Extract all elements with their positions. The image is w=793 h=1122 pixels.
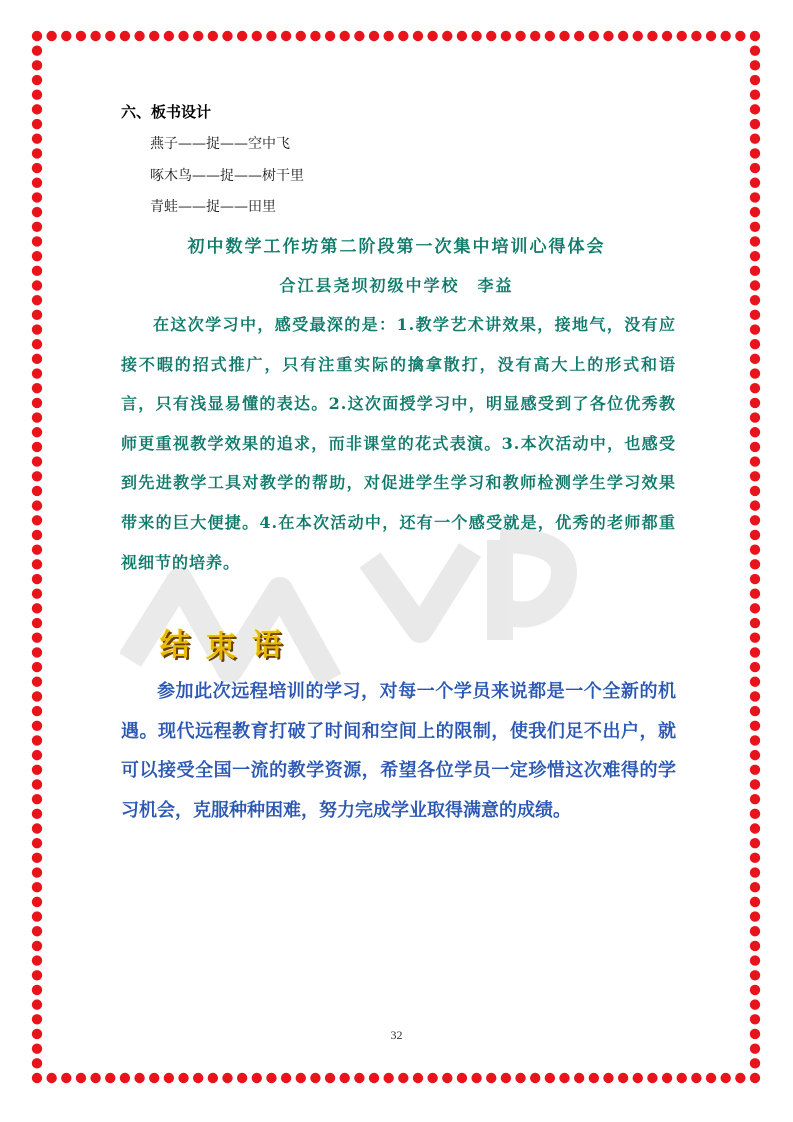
border-dot bbox=[750, 148, 760, 158]
border-dot bbox=[750, 530, 760, 540]
border-dot bbox=[750, 853, 760, 863]
border-dot bbox=[750, 471, 760, 481]
border-dot bbox=[46, 1073, 56, 1083]
border-dot bbox=[750, 354, 760, 364]
border-dot bbox=[32, 1014, 42, 1024]
border-dot bbox=[32, 1073, 42, 1083]
border-dot bbox=[662, 31, 672, 41]
border-dot bbox=[32, 339, 42, 349]
border-dot bbox=[720, 31, 730, 41]
border-dot bbox=[750, 104, 760, 114]
border-dot bbox=[32, 559, 42, 569]
border-dot bbox=[750, 207, 760, 217]
border-dot bbox=[32, 295, 42, 305]
border-dot bbox=[325, 31, 335, 41]
border-dot bbox=[310, 1073, 320, 1083]
border-dot bbox=[134, 1073, 144, 1083]
border-dot bbox=[149, 31, 159, 41]
border-dot bbox=[750, 735, 760, 745]
border-dot bbox=[120, 1073, 130, 1083]
border-dot bbox=[281, 1073, 291, 1083]
border-dot bbox=[750, 633, 760, 643]
border-dot bbox=[750, 618, 760, 628]
border-dot bbox=[32, 574, 42, 584]
border-dot bbox=[32, 163, 42, 173]
border-dot bbox=[750, 45, 760, 55]
border-dot bbox=[486, 1073, 496, 1083]
border-dot bbox=[677, 31, 687, 41]
border-dot bbox=[32, 779, 42, 789]
border-dot bbox=[32, 398, 42, 408]
border-dot bbox=[750, 1014, 760, 1024]
border-dot bbox=[354, 1073, 364, 1083]
border-dot bbox=[32, 1043, 42, 1053]
border-dot bbox=[750, 677, 760, 687]
border-dot bbox=[633, 31, 643, 41]
border-dot bbox=[32, 310, 42, 320]
border-dot bbox=[32, 544, 42, 554]
border-dot bbox=[32, 207, 42, 217]
border-dot bbox=[32, 867, 42, 877]
border-dot bbox=[750, 427, 760, 437]
border-dot bbox=[735, 1073, 745, 1083]
border-dot bbox=[32, 926, 42, 936]
border-dot bbox=[750, 750, 760, 760]
border-dot bbox=[413, 1073, 423, 1083]
border-dot bbox=[32, 178, 42, 188]
border-dot bbox=[750, 779, 760, 789]
border-dot bbox=[618, 1073, 628, 1083]
border-dot bbox=[750, 134, 760, 144]
border-dot bbox=[398, 1073, 408, 1083]
border-dot bbox=[32, 735, 42, 745]
border-dot bbox=[32, 691, 42, 701]
border-dot bbox=[750, 178, 760, 188]
border-dot bbox=[750, 999, 760, 1009]
border-dot bbox=[32, 368, 42, 378]
border-dot bbox=[750, 310, 760, 320]
border-dot bbox=[32, 838, 42, 848]
border-dot bbox=[501, 31, 511, 41]
border-dot bbox=[750, 794, 760, 804]
border-dot bbox=[32, 60, 42, 70]
border-dot bbox=[750, 456, 760, 466]
border-dot bbox=[691, 1073, 701, 1083]
border-dot bbox=[750, 500, 760, 510]
border-dot bbox=[545, 31, 555, 41]
border-dot bbox=[32, 471, 42, 481]
border-dot bbox=[237, 31, 247, 41]
border-dot bbox=[61, 31, 71, 41]
border-dot bbox=[574, 31, 584, 41]
border-dot bbox=[750, 985, 760, 995]
border-dot bbox=[750, 941, 760, 951]
border-dot bbox=[750, 823, 760, 833]
border-dot bbox=[618, 31, 628, 41]
border-dot bbox=[32, 75, 42, 85]
border-dot bbox=[32, 911, 42, 921]
border-dot bbox=[193, 1073, 203, 1083]
page-number: 32 bbox=[390, 1028, 403, 1042]
border-dot bbox=[559, 1073, 569, 1083]
border-dot bbox=[427, 31, 437, 41]
border-dot bbox=[486, 31, 496, 41]
border-dot bbox=[32, 442, 42, 452]
border-dot bbox=[750, 442, 760, 452]
border-dot bbox=[515, 1073, 525, 1083]
border-dot bbox=[266, 31, 276, 41]
border-dot bbox=[750, 412, 760, 422]
border-dot bbox=[750, 559, 760, 569]
border-dot bbox=[32, 104, 42, 114]
border-dot bbox=[750, 486, 760, 496]
board-design-line: 啄木鸟——捉——树干里 bbox=[150, 168, 304, 184]
border-dot bbox=[208, 31, 218, 41]
border-dot bbox=[457, 31, 467, 41]
conclusion-logo bbox=[160, 618, 300, 664]
border-dot bbox=[647, 31, 657, 41]
border-dot bbox=[750, 368, 760, 378]
border-dot bbox=[32, 677, 42, 687]
conclusion-body: 参加此次远程培训的学习，对每一个学员来说都是一个全新的机遇。现代远程教育打破了时间和空间上的限制，使我们足不出户，就可以接受全国一流的教学资源，希望各位学员一定珍惜这次难得的学习机会，克服种种困难，努力完成学业取得满意的成绩。 bbox=[121, 681, 676, 821]
border-dot bbox=[603, 1073, 613, 1083]
border-dot bbox=[32, 647, 42, 657]
border-dot bbox=[32, 999, 42, 1009]
border-dot bbox=[750, 398, 760, 408]
border-dot bbox=[750, 809, 760, 819]
border-dot bbox=[32, 222, 42, 232]
border-dot bbox=[178, 1073, 188, 1083]
border-dot bbox=[369, 1073, 379, 1083]
board-design-line: 青蛙——捉——田里 bbox=[150, 199, 276, 215]
border-dot bbox=[750, 706, 760, 716]
border-dot bbox=[530, 1073, 540, 1083]
border-dot bbox=[32, 1058, 42, 1068]
border-dot bbox=[633, 1073, 643, 1083]
border-dot bbox=[750, 1043, 760, 1053]
border-dot bbox=[32, 750, 42, 760]
border-dot bbox=[32, 662, 42, 672]
border-dot bbox=[750, 882, 760, 892]
border-dot bbox=[90, 31, 100, 41]
border-dot bbox=[750, 867, 760, 877]
border-dot bbox=[32, 721, 42, 731]
border-dot bbox=[296, 1073, 306, 1083]
border-dot bbox=[750, 515, 760, 525]
border-dot bbox=[750, 897, 760, 907]
border-dot bbox=[105, 1073, 115, 1083]
border-dot bbox=[32, 823, 42, 833]
border-dot bbox=[750, 60, 760, 70]
border-dot bbox=[32, 955, 42, 965]
border-dot bbox=[750, 574, 760, 584]
border-dot bbox=[32, 500, 42, 510]
border-dot bbox=[750, 955, 760, 965]
border-dot bbox=[32, 588, 42, 598]
border-dot bbox=[750, 603, 760, 613]
border-dot bbox=[750, 588, 760, 598]
border-dot bbox=[398, 31, 408, 41]
border-dot bbox=[164, 1073, 174, 1083]
border-dot bbox=[32, 765, 42, 775]
border-dot bbox=[750, 324, 760, 334]
border-dot bbox=[589, 1073, 599, 1083]
conclusion-logo-char: 语 bbox=[252, 628, 282, 663]
border-dot bbox=[32, 515, 42, 525]
border-dot bbox=[32, 119, 42, 129]
border-dot bbox=[90, 1073, 100, 1083]
border-dot bbox=[750, 163, 760, 173]
border-dot bbox=[677, 1073, 687, 1083]
border-dot bbox=[413, 31, 423, 41]
border-dot bbox=[706, 31, 716, 41]
border-dot bbox=[750, 119, 760, 129]
border-dot bbox=[281, 31, 291, 41]
border-dot bbox=[32, 412, 42, 422]
border-dot bbox=[193, 31, 203, 41]
border-dot bbox=[750, 295, 760, 305]
border-dot bbox=[32, 882, 42, 892]
border-dot bbox=[750, 31, 760, 41]
border-dot bbox=[750, 544, 760, 554]
border-dot bbox=[266, 1073, 276, 1083]
board-design-line: 燕子——捉——空中飞 bbox=[150, 136, 290, 152]
border-dot bbox=[32, 985, 42, 995]
border-dot bbox=[750, 339, 760, 349]
border-dot bbox=[471, 1073, 481, 1083]
border-dot bbox=[383, 31, 393, 41]
border-dot bbox=[340, 1073, 350, 1083]
border-dot bbox=[32, 809, 42, 819]
border-dot bbox=[369, 31, 379, 41]
border-dot bbox=[120, 31, 130, 41]
border-dot bbox=[750, 838, 760, 848]
border-dot bbox=[32, 45, 42, 55]
border-dot bbox=[750, 75, 760, 85]
border-dot bbox=[691, 31, 701, 41]
border-dot bbox=[76, 1073, 86, 1083]
border-dot bbox=[750, 222, 760, 232]
border-dot bbox=[750, 970, 760, 980]
border-dot bbox=[222, 1073, 232, 1083]
border-dot bbox=[32, 530, 42, 540]
border-dot bbox=[750, 721, 760, 731]
border-dot bbox=[442, 31, 452, 41]
article-byline: 合江县尧坝初级中学校 李益 bbox=[279, 276, 514, 295]
article-title: 初中数学工作坊第二阶段第一次集中培训心得体会 bbox=[187, 237, 606, 257]
border-dot bbox=[354, 31, 364, 41]
border-dot bbox=[750, 383, 760, 393]
border-dot bbox=[32, 90, 42, 100]
border-dot bbox=[32, 794, 42, 804]
border-dot bbox=[32, 383, 42, 393]
border-dot bbox=[530, 31, 540, 41]
border-dot bbox=[32, 706, 42, 716]
border-dot bbox=[750, 90, 760, 100]
border-dot bbox=[706, 1073, 716, 1083]
border-dot bbox=[32, 486, 42, 496]
border-dot bbox=[750, 911, 760, 921]
border-dot bbox=[32, 192, 42, 202]
border-dot bbox=[310, 31, 320, 41]
border-dot bbox=[750, 926, 760, 936]
border-dot bbox=[76, 31, 86, 41]
border-dot bbox=[32, 941, 42, 951]
border-dot bbox=[457, 1073, 467, 1083]
border-dot bbox=[237, 1073, 247, 1083]
border-dot bbox=[515, 31, 525, 41]
border-dot bbox=[32, 31, 42, 41]
border-dot bbox=[252, 31, 262, 41]
border-dot bbox=[164, 31, 174, 41]
border-dot bbox=[105, 31, 115, 41]
border-dot bbox=[134, 31, 144, 41]
border-dot bbox=[252, 1073, 262, 1083]
border-dot bbox=[662, 1073, 672, 1083]
border-dot bbox=[750, 1073, 760, 1083]
border-dot bbox=[325, 1073, 335, 1083]
border-dot bbox=[750, 691, 760, 701]
border-dot bbox=[545, 1073, 555, 1083]
border-dot bbox=[149, 1073, 159, 1083]
border-dot bbox=[750, 1058, 760, 1068]
border-dot bbox=[208, 1073, 218, 1083]
border-dot bbox=[750, 765, 760, 775]
border-dot bbox=[32, 603, 42, 613]
border-dot bbox=[603, 31, 613, 41]
border-dot bbox=[735, 31, 745, 41]
border-dot bbox=[427, 1073, 437, 1083]
border-dot bbox=[647, 1073, 657, 1083]
border-dot bbox=[178, 31, 188, 41]
border-dot bbox=[750, 192, 760, 202]
border-dot bbox=[32, 354, 42, 364]
border-dot bbox=[32, 970, 42, 980]
border-dot bbox=[32, 618, 42, 628]
border-dot bbox=[340, 31, 350, 41]
border-dot bbox=[574, 1073, 584, 1083]
conclusion-logo-char: 束 bbox=[206, 630, 236, 665]
border-dot bbox=[61, 1073, 71, 1083]
border-dot bbox=[32, 134, 42, 144]
border-dot bbox=[32, 633, 42, 643]
border-dot bbox=[32, 324, 42, 334]
border-dot bbox=[442, 1073, 452, 1083]
border-dot bbox=[222, 31, 232, 41]
border-dot bbox=[750, 647, 760, 657]
border-dot bbox=[46, 31, 56, 41]
border-dot bbox=[32, 853, 42, 863]
border-dot bbox=[720, 1073, 730, 1083]
border-dot bbox=[32, 456, 42, 466]
border-dot bbox=[589, 31, 599, 41]
article-body: 在这次学习中，感受最深的是：1.教学艺术讲效果，接地气，没有应接不暇的招式推广，只有注重实际的擒拿散打，没有高大上的形式和语言，只有浅显易懂的表达。2.这次面授学习中，明显感受到了各位优秀教师更重视教学效果的追求，而非课堂的花式表演。3.本次活动中，也感受到先进教学工具对教学的帮助，对促进学生学习和教师检测学生学习效果带来的巨大便捷。4.在本次活动中，还有一个感受就是，优秀的老师都重视细节的培养。 bbox=[121, 315, 676, 572]
section-heading: 六、板书设计 bbox=[121, 103, 212, 121]
border-dot bbox=[559, 31, 569, 41]
border-dot bbox=[296, 31, 306, 41]
border-dot bbox=[501, 1073, 511, 1083]
border-dot bbox=[471, 31, 481, 41]
border-dot bbox=[32, 148, 42, 158]
conclusion-logo-char: 结 bbox=[160, 628, 190, 663]
border-dot bbox=[383, 1073, 393, 1083]
border-dot bbox=[32, 897, 42, 907]
border-dot bbox=[750, 662, 760, 672]
border-dot bbox=[32, 427, 42, 437]
